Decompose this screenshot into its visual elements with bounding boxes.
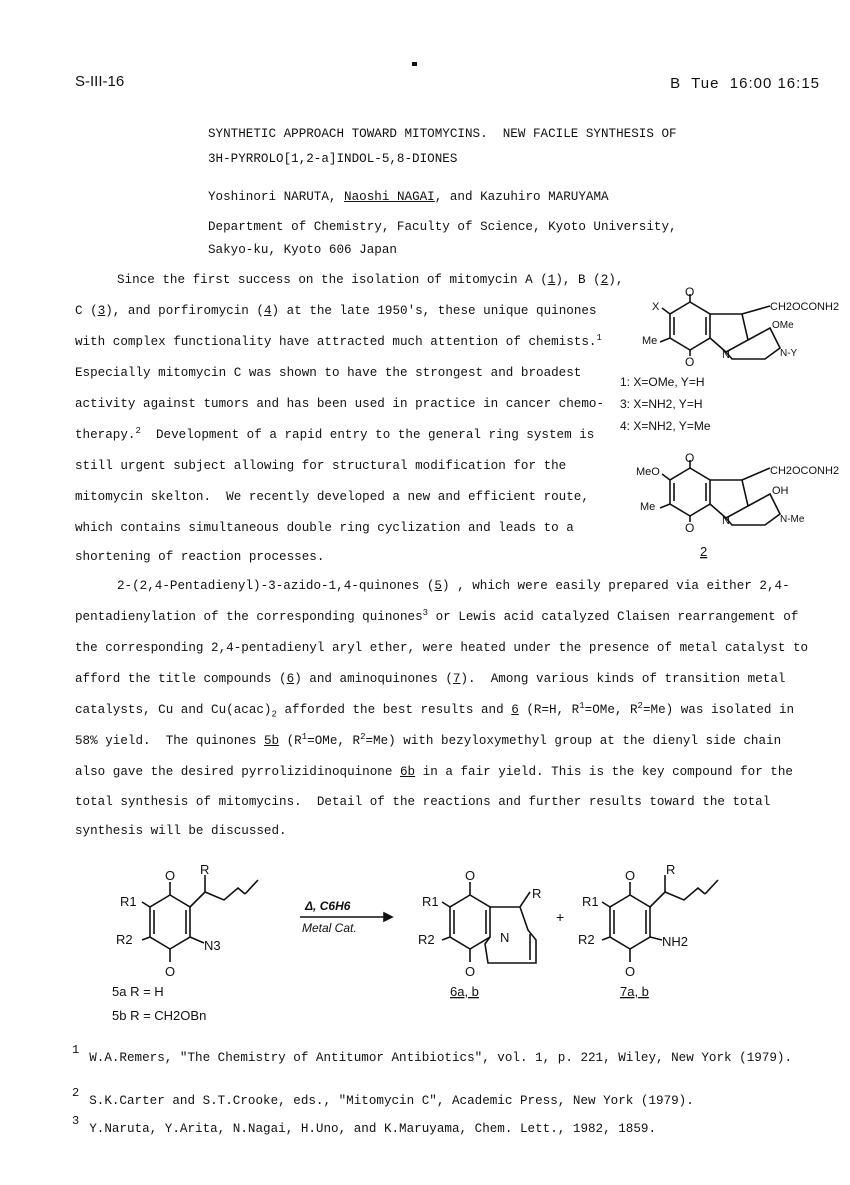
- compound-ref: 3: [97, 304, 106, 318]
- quinone-ring: [660, 294, 780, 359]
- oxo-label: O: [165, 868, 176, 883]
- conditions-top: Δ, C6H6: [305, 899, 351, 913]
- footnote-number: 1: [72, 1043, 80, 1057]
- text-line: [75, 640, 808, 656]
- text-line: [75, 764, 793, 780]
- title-line-1: SYNTHETIC APPROACH TOWARD MITOMYCINS. NEW FACILE SYNTHESIS OF: [208, 127, 677, 141]
- session-schedule: B Tue 16:00 16:15: [670, 75, 820, 92]
- label-5a: 5a R = H: [112, 984, 164, 999]
- text-line: [75, 520, 574, 536]
- quinone-ring: [660, 460, 780, 525]
- text-line: [75, 489, 589, 505]
- footnote-text: W.A.Remers, "The Chemistry of Antitumor Antibiotics", vol. 1, p. 221, Wiley, New York (1979).: [89, 1051, 793, 1065]
- r1-label: R1: [422, 894, 439, 909]
- text-segment: ). Among various kinds of transition metal: [460, 672, 786, 686]
- footnote: [72, 1043, 793, 1066]
- text-segment: ) and aminoquinones (: [294, 672, 453, 686]
- footnote-number: 3: [72, 1114, 80, 1128]
- text-segment: pentadienylation of the corresponding quinones: [75, 610, 423, 624]
- compound-ref: 2: [600, 273, 609, 287]
- product-6: [442, 882, 536, 963]
- text-segment: 58% yield. The quinones: [75, 734, 264, 748]
- compound-ref: 6: [511, 703, 519, 717]
- authors: [208, 189, 609, 205]
- me-label: Me: [640, 501, 656, 513]
- superscript: 1: [596, 332, 602, 343]
- subscript: 2: [271, 709, 277, 720]
- label-5b: 5b R = CH2OBn: [112, 1008, 207, 1023]
- aziridine-label: N-Me: [780, 514, 805, 525]
- text-segment: the corresponding 2,4-pentadienyl aryl ether, were heated under the presence of metal catalyst to: [75, 641, 809, 655]
- compound-ref: 1: [547, 273, 556, 287]
- compound-ref: 5: [434, 579, 442, 593]
- n-label: N: [500, 930, 510, 945]
- scan-mark: [412, 62, 417, 66]
- text-segment: =Me) with bezyloxymethyl group at the dienyl side chain: [365, 734, 782, 748]
- text-segment: (R=H, R: [518, 703, 580, 717]
- legend-1: 1: X=OMe, Y=H: [620, 375, 705, 389]
- r2-label: R2: [578, 932, 595, 947]
- legend-3: 3: X=NH2, Y=H: [620, 397, 703, 411]
- oxo-label: O: [625, 964, 636, 979]
- text-segment: or Lewis acid catalyzed Claisen rearrangement of: [428, 610, 799, 624]
- text-segment: (R: [279, 734, 302, 748]
- session-code: S-III-16: [75, 73, 125, 90]
- oxo-label: O: [685, 355, 695, 369]
- meo-label: MeO: [636, 466, 660, 478]
- x-label: X: [652, 301, 660, 313]
- text-segment: also gave the desired pyrrolizidinoquinone: [75, 765, 400, 779]
- oxo-label: O: [625, 868, 636, 883]
- text-segment: Since the first success on the isolation of mitomycin A (: [117, 273, 548, 287]
- text-line: [75, 396, 604, 412]
- text-line: [75, 334, 602, 350]
- reactant-5: [142, 875, 258, 962]
- text-segment: with complex functionality have attracted much attention of chemists.: [75, 335, 597, 349]
- superscript: 2: [637, 700, 643, 711]
- text-segment: synthesis will be discussed.: [75, 824, 287, 838]
- text-segment: total synthesis of mitomycins. Detail of the reactions and further results toward the total: [75, 795, 771, 809]
- oxo-label: O: [465, 964, 476, 979]
- text-line: [75, 794, 770, 810]
- text-segment: ) , which were easily prepared via either 2,4-: [441, 579, 790, 593]
- mitomycin-b-structure: [630, 448, 840, 563]
- conditions-bottom: Metal Cat.: [302, 921, 357, 935]
- superscript: 1: [301, 731, 308, 742]
- text-segment: in a fair yield. This is the key compound for the: [415, 765, 793, 779]
- text-segment: Especially mitomycin C was shown to have the strongest and broadest: [75, 366, 582, 380]
- text-segment: activity against tumors and has been used in practice in cancer chemo-: [75, 397, 605, 411]
- n-label: N: [722, 515, 730, 527]
- text-segment: =OMe, R: [584, 703, 638, 717]
- r1-label: R1: [582, 894, 599, 909]
- superscript: 2: [135, 425, 141, 436]
- affiliation-line-2: Sakyo-ku, Kyoto 606 Japan: [208, 243, 397, 257]
- text-line: [117, 578, 790, 594]
- compound-number: 2: [700, 544, 708, 559]
- oxo-label: O: [685, 451, 695, 465]
- r1-label: R1: [120, 894, 137, 909]
- text-line: [75, 549, 324, 565]
- oh-label: OH: [772, 485, 789, 497]
- legend-4: 4: X=NH2, Y=Me: [620, 419, 711, 433]
- r-label: R: [200, 862, 210, 877]
- text-segment: ) at the late 1950's, these unique quinones: [271, 304, 597, 318]
- text-segment: ), B (: [555, 273, 601, 287]
- aziridine-label: N-Y: [780, 348, 798, 359]
- text-line: [117, 272, 623, 288]
- text-line: [75, 823, 287, 839]
- text-segment: afforded the best results and: [276, 703, 512, 717]
- mitomycin-structure-1: [620, 282, 840, 442]
- author-2-presenter: Naoshi NAGAI: [344, 190, 435, 204]
- footnote-number: 2: [72, 1086, 80, 1100]
- compound-ref: 5b: [263, 734, 280, 748]
- oxo-label: O: [685, 521, 695, 535]
- text-segment: mitomycin skelton. We recently developed a new and efficient route,: [75, 490, 589, 504]
- r-label: R: [532, 886, 542, 901]
- text-segment: ), and porfiromycin (: [105, 304, 264, 318]
- text-segment: =Me) was isolated in: [642, 703, 795, 717]
- product-7: [602, 875, 718, 962]
- side-chain-label: CH2OCONH2: [770, 301, 840, 313]
- side-chain-label: CH2OCONH2: [770, 465, 840, 477]
- compound-ref: 6: [286, 672, 295, 686]
- compound-ref: 4: [263, 304, 272, 318]
- text-line: [75, 427, 594, 443]
- compound-ref: 6b: [399, 765, 416, 779]
- text-segment: =OMe, R: [307, 734, 361, 748]
- plus-sign: +: [556, 909, 565, 925]
- r2-label: R2: [116, 932, 133, 947]
- footnote-text: Y.Naruta, Y.Arita, N.Nagai, H.Uno, and K.Maruyama, Chem. Lett., 1982, 1859.: [89, 1122, 657, 1136]
- text-line: [75, 671, 785, 687]
- r2-label: R2: [418, 932, 435, 947]
- oxo-label: O: [165, 964, 176, 979]
- superscript: 3: [422, 607, 429, 618]
- author-3: , and Kazuhiro MARUYAMA: [434, 190, 609, 204]
- footnote-text: S.K.Carter and S.T.Crooke, eds., "Mitomycin C", Academic Press, New York (1979).: [89, 1094, 694, 1108]
- text-line: [75, 609, 798, 625]
- ome-label: OMe: [772, 320, 794, 331]
- oxo-label: O: [465, 868, 476, 883]
- text-segment: still urgent subject allowing for structural modification for the: [75, 459, 567, 473]
- text-line: [75, 458, 566, 474]
- label-7ab: 7a, b: [620, 984, 649, 999]
- text-segment: afford the title compounds (: [75, 672, 287, 686]
- azide-label: N3: [204, 938, 221, 953]
- footnote: [72, 1114, 657, 1137]
- affiliation-line-1: Department of Chemistry, Faculty of Science, Kyoto University,: [208, 220, 677, 234]
- text-line: [75, 733, 781, 749]
- text-segment: shortening of reaction processes.: [75, 550, 325, 564]
- text-segment: which contains simultaneous double ring cyclization and leads to a: [75, 521, 574, 535]
- superscript: 1: [579, 700, 585, 711]
- compound-ref: 7: [452, 672, 461, 686]
- text-segment: ),: [608, 273, 624, 287]
- text-line: [75, 702, 794, 718]
- text-segment: Development of a rapid entry to the general ring system is: [140, 428, 595, 442]
- me-label: Me: [642, 335, 658, 347]
- text-segment: therapy.: [75, 428, 136, 442]
- author-1: Yoshinori NARUTA,: [208, 190, 345, 204]
- r-label: R: [666, 862, 676, 877]
- footnote: [72, 1086, 694, 1109]
- amine-label: NH2: [662, 934, 689, 949]
- n-label: N: [722, 349, 730, 361]
- text-line: [75, 303, 597, 319]
- label-6ab: 6a, b: [450, 984, 479, 999]
- title-line-2: 3H-PYRROLO[1,2-a]INDOL-5,8-DIONES: [208, 152, 458, 166]
- text-segment: 2-(2,4-Pentadienyl)-3-azido-1,4-quinones (: [117, 579, 435, 593]
- text-segment: C (: [75, 304, 98, 318]
- text-line: [75, 365, 581, 381]
- oxo-label: O: [685, 285, 695, 299]
- reaction-scheme: [100, 860, 760, 1030]
- text-segment: catalysts, Cu and Cu(acac): [75, 703, 272, 717]
- superscript: 2: [360, 731, 366, 742]
